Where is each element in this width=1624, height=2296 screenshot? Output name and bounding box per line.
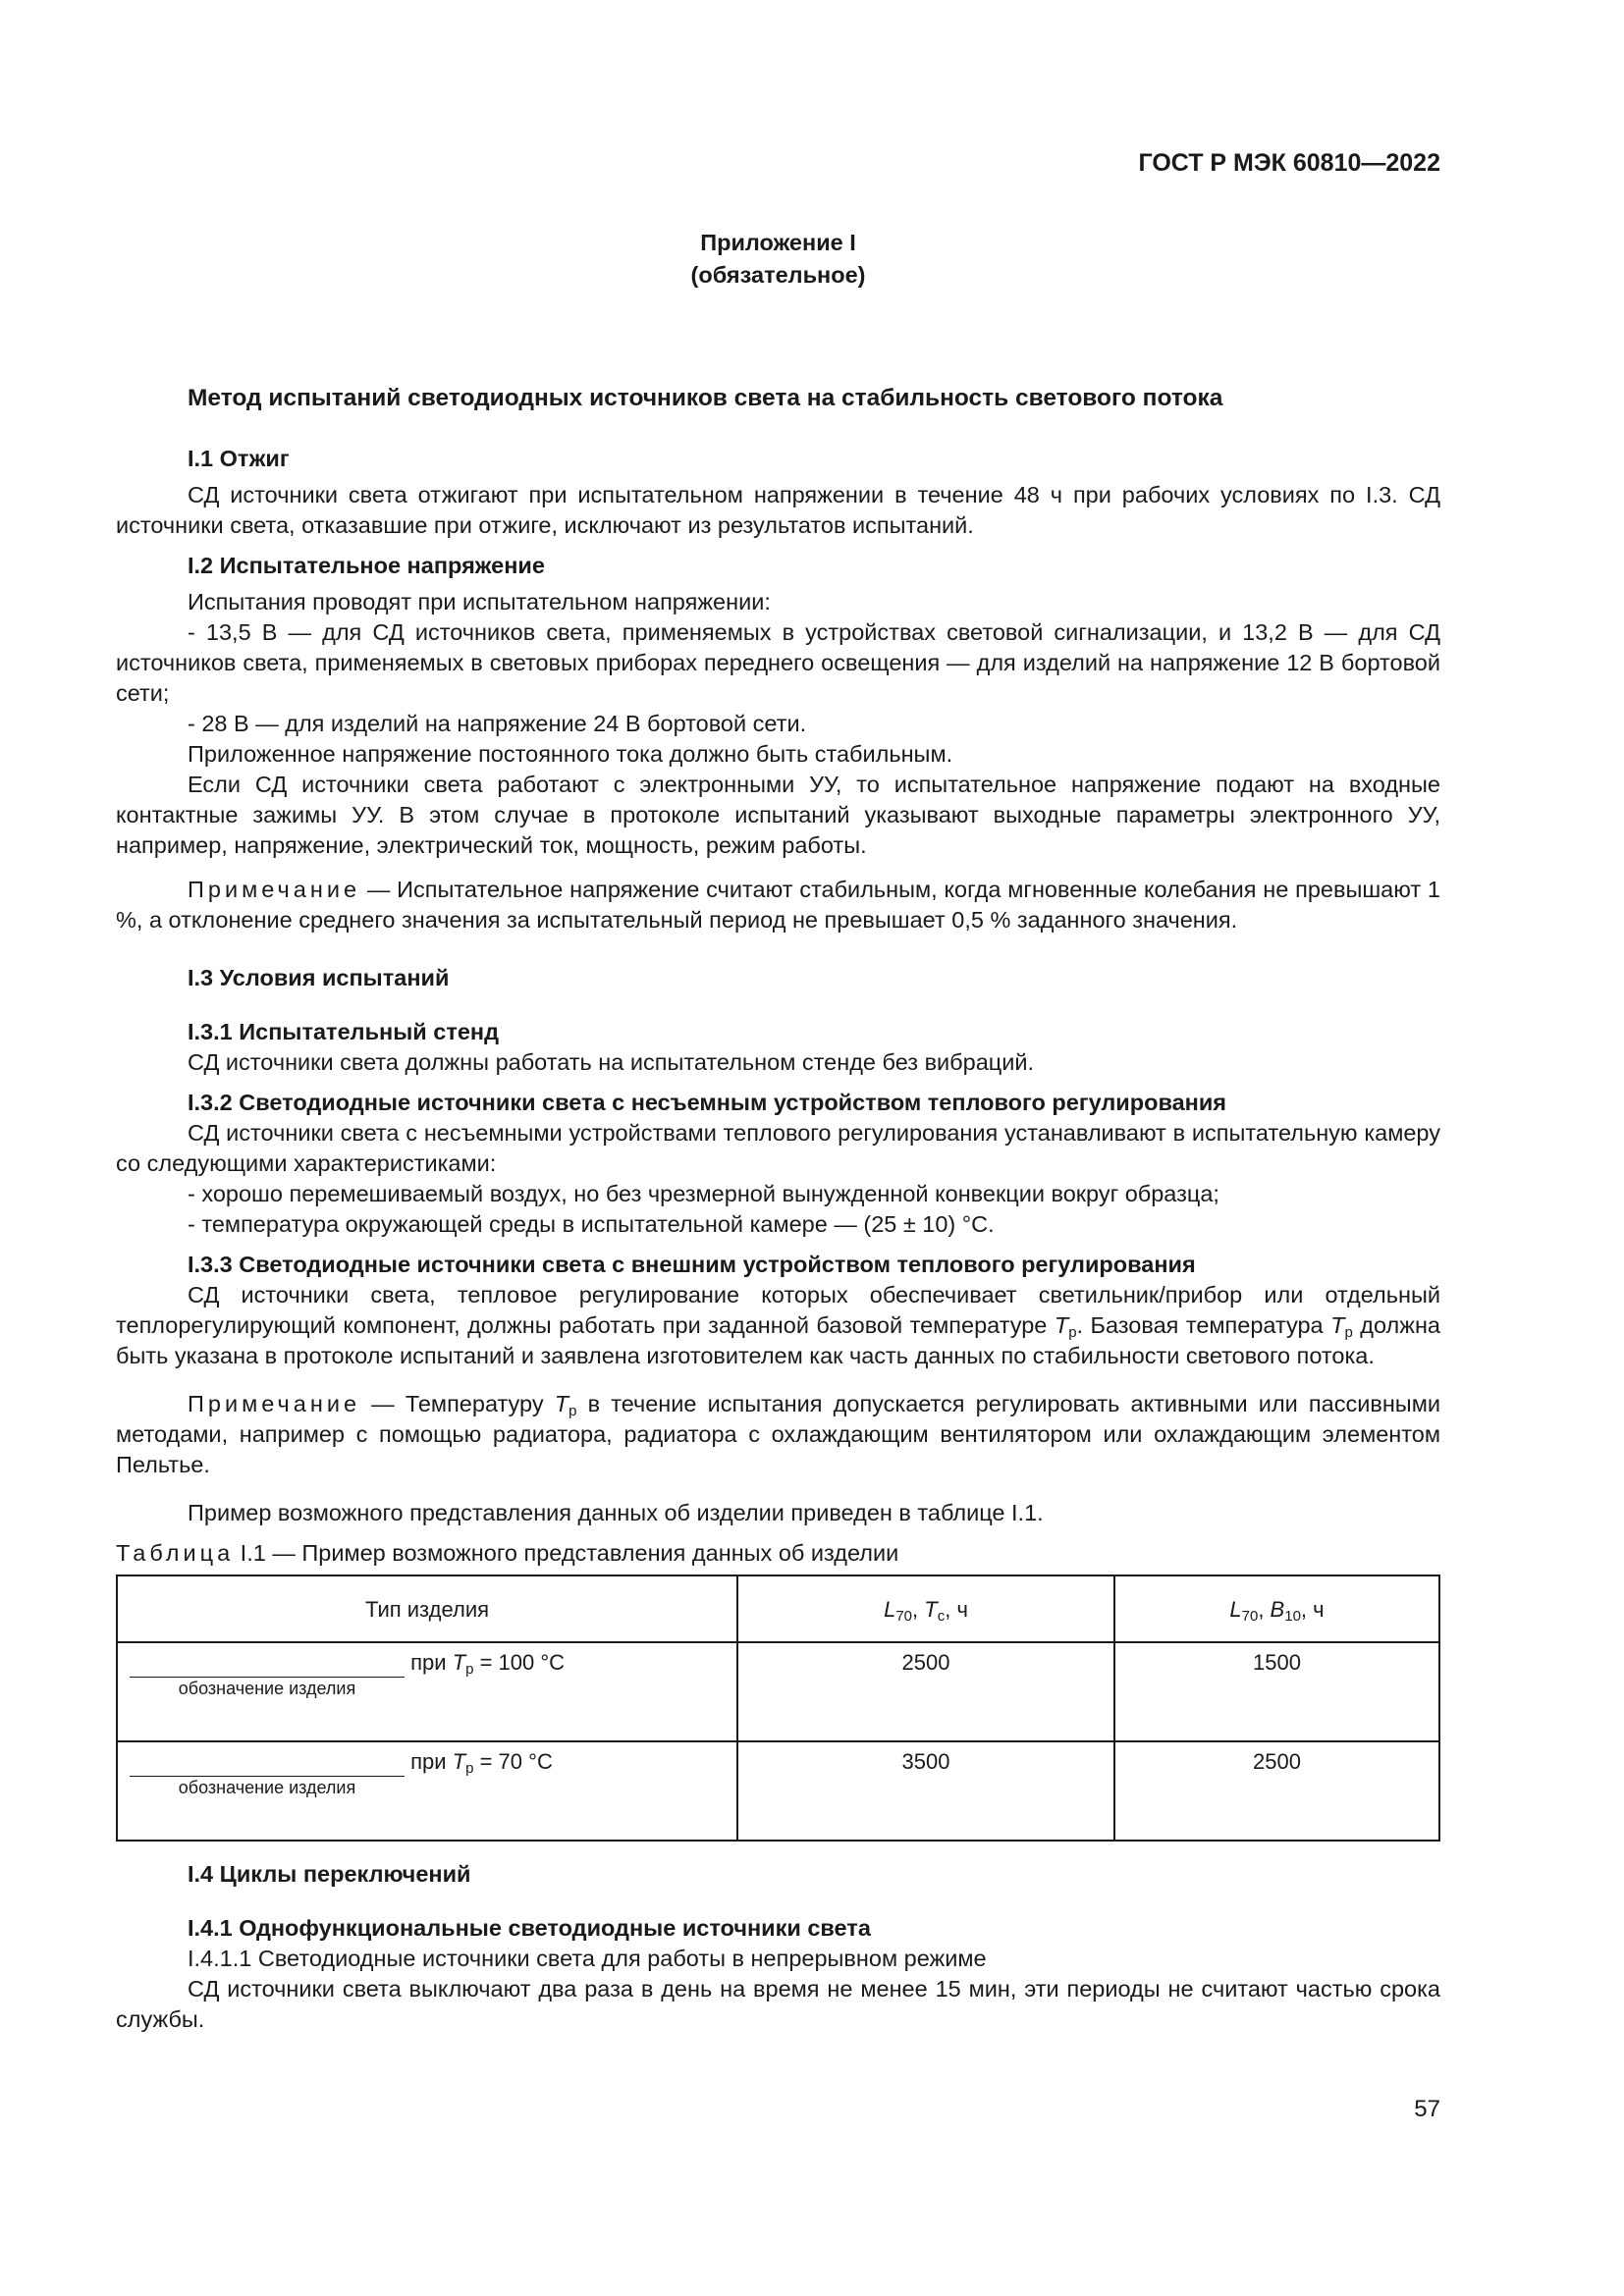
text-span: должна быть указана в протоколе испытаний и заявлена изготовителем как часть данных по стабильности светового потока.	[116, 1312, 1440, 1368]
list-item-temperature: - температура окружающей среды в испытательной камере — (25 ± 10) °С.	[188, 1211, 995, 1237]
symbol-t: T	[924, 1596, 938, 1622]
symbol-b: B	[1270, 1596, 1285, 1622]
subscript-10: 10	[1284, 1607, 1301, 1625]
designation-blank-line	[130, 1754, 405, 1777]
symbol-t: T	[1054, 1312, 1069, 1338]
subscript-c: c	[937, 1607, 946, 1625]
subscript-70: 70	[895, 1607, 913, 1625]
list-item-air: - хорошо перемешиваемый воздух, но без чрезмерной вынужденной конвекции вокруг образца;	[188, 1181, 1219, 1206]
symbol-t: T	[1330, 1312, 1345, 1338]
content-flow	[116, 444, 1440, 2035]
text-span: СД источники света, тепловое регулирование которых обеспечивает светильник/прибор или отдельный теплорегулирующий компонент, должны работать при заданной базовой температуре	[116, 1282, 1440, 1338]
annex-title: Приложение I	[700, 230, 856, 255]
product-cell	[117, 1642, 737, 1741]
paragraph-table-reference: Пример возможного представления данных об изделии приведен в таблице I.1.	[188, 1500, 1044, 1525]
section-heading-i32: I.3.2 Светодиодные источники света с несъемным устройством теплового регулирования	[188, 1090, 1227, 1115]
symbol-t: T	[452, 1650, 466, 1675]
paragraph-i2-intro: Испытания проводят при испытательном напряжении:	[188, 589, 771, 614]
text-span: — Температуру	[360, 1391, 555, 1416]
table-row	[117, 1741, 1439, 1841]
paragraph-i2-electronic: Если СД источники света работают с электронными УУ, то испытательное напряжение подают на входные контактные зажимы УУ. В этом случае в протоколе испытаний указывают выходные параметры электронного УУ, например, напряжение, электрический ток, мощность, режим работы.	[116, 772, 1440, 858]
separator: ,	[1258, 1596, 1271, 1622]
section-heading-i1: I.1 Отжиг	[188, 446, 290, 471]
note-i2	[116, 875, 1440, 935]
note-i33	[116, 1389, 1440, 1480]
note-label: Примечание	[188, 877, 361, 902]
document-page	[116, 0, 1440, 2296]
column-header-l70-b10	[1114, 1575, 1439, 1642]
subscript-p: p	[465, 1760, 474, 1777]
symbol-t: T	[554, 1391, 569, 1416]
paragraph-i31: СД источники света должны работать на испытательном стенде без вибраций.	[188, 1049, 1035, 1075]
value-cell-l70-tc: 2500	[737, 1642, 1114, 1741]
value-cell-l70-tc: 3500	[737, 1741, 1114, 1841]
text-span: . Базовая температура	[1076, 1312, 1331, 1338]
annex-heading	[116, 227, 1440, 292]
page-number: 57	[1414, 2096, 1440, 2122]
subscript-p: p	[465, 1661, 474, 1678]
symbol-l: L	[884, 1596, 896, 1622]
product-data-table	[116, 1575, 1440, 1842]
table-caption	[116, 1538, 1440, 1569]
paragraph-i33	[116, 1280, 1440, 1371]
paragraph-i1: СД источники света отжигают при испытательном напряжении в течение 48 ч при рабочих условиях по I.3. СД источники света, отказавшие при отжиге, исключают из результатов испытаний.	[116, 482, 1440, 538]
text-span: при	[410, 1749, 453, 1774]
table-caption-label: Таблица	[116, 1540, 235, 1566]
annex-status: (обязательное)	[690, 262, 866, 288]
unit-hours: , ч	[945, 1596, 968, 1622]
separator: ,	[912, 1596, 925, 1622]
note-label: Примечание	[188, 1391, 361, 1416]
designation-blank-line	[130, 1655, 405, 1678]
list-item-voltage-12v: - 13,5 В — для СД источников света, применяемых в устройствах световой сигнализации, и 13,2 В — для СД источников света, применяемых в световых приборах переднего освещения — для изделий на напряжение 12 В бортовой сети;	[116, 619, 1440, 706]
text-span: в течение испытания допускается регулировать активными или пассивными методами, например с помощью радиатора, радиатора с охлаждающим вентилятором или охлаждающим элементом Пельтье.	[116, 1391, 1440, 1477]
designation-caption: обозначение изделия	[178, 1679, 356, 1698]
table-row	[117, 1642, 1439, 1741]
subscript-p: p	[1068, 1324, 1077, 1341]
table-caption-text: I.1 — Пример возможного представления данных об изделии	[234, 1540, 899, 1566]
section-heading-i33: I.3.3 Светодиодные источники света с внешним устройством теплового регулирования	[188, 1252, 1196, 1277]
column-header-l70-tc	[737, 1575, 1114, 1642]
subscript-p: p	[1344, 1324, 1353, 1341]
product-cell	[117, 1741, 737, 1841]
temperature-condition: = 100 °С	[473, 1650, 566, 1675]
text-span: при	[410, 1650, 453, 1675]
subscript-p: p	[568, 1403, 577, 1419]
section-heading-i41: I.4.1 Однофункциональные светодиодные источники света	[188, 1915, 871, 1941]
temperature-condition: = 70 °С	[473, 1749, 553, 1774]
unit-hours: , ч	[1300, 1596, 1325, 1622]
designation-caption: обозначение изделия	[178, 1778, 356, 1797]
table-header-row	[117, 1575, 1439, 1642]
section-heading-i31: I.3.1 Испытательный стенд	[188, 1019, 500, 1044]
subsection-title-i411: I.4.1.1 Светодиодные источники света для работы в непрерывном режиме	[188, 1946, 987, 1971]
value-cell-l70-b10: 2500	[1114, 1741, 1439, 1841]
section-heading-i2: I.2 Испытательное напряжение	[188, 553, 545, 578]
note-text: — Испытательное напряжение считают стабильным, когда мгновенные колебания не превышают 1 %, а отклонение среднего значения за испытательный период не превышает 0,5 % заданного значения.	[116, 877, 1440, 933]
paragraph-i2-stable: Приложенное напряжение постоянного тока должно быть стабильным.	[188, 741, 953, 767]
standard-code: ГОСТ Р МЭК 60810—2022	[1138, 149, 1440, 177]
list-item-voltage-24v: - 28 В — для изделий на напряжение 24 В бортовой сети.	[188, 711, 807, 736]
column-header-product-type: Тип изделия	[117, 1575, 737, 1642]
value-cell-l70-b10: 1500	[1114, 1642, 1439, 1741]
paragraph-i32: СД источники света с несъемными устройствами теплового регулирования устанавливают в испытательную камеру со следующими характеристиками:	[116, 1120, 1440, 1176]
symbol-l: L	[1229, 1596, 1242, 1622]
symbol-t: T	[452, 1749, 466, 1774]
section-heading-i4: I.4 Циклы переключений	[188, 1861, 471, 1887]
main-title: Метод испытаний светодиодных источников света на стабильность светового потока	[188, 385, 1223, 411]
section-heading-i3: I.3 Условия испытаний	[188, 965, 450, 990]
subscript-70: 70	[1241, 1607, 1259, 1625]
paragraph-i411: СД источники света выключают два раза в день на время не менее 15 мин, эти периоды не считают частью срока службы.	[116, 1976, 1440, 2032]
